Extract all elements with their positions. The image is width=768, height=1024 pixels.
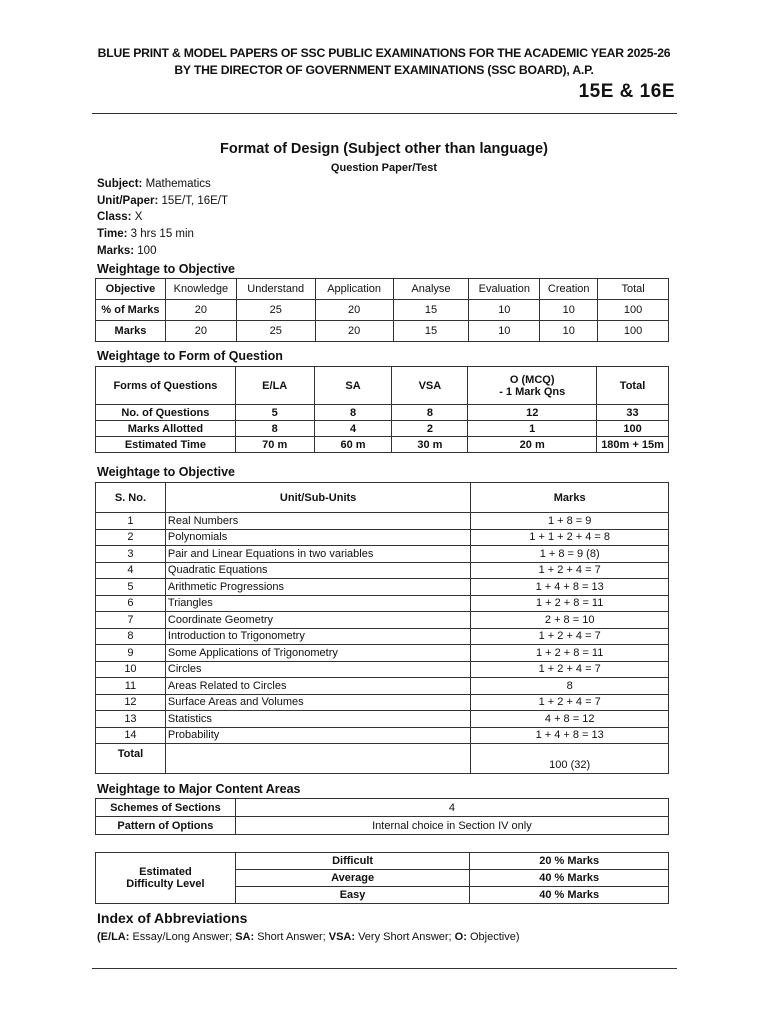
objective-header: Evaluation xyxy=(469,279,540,300)
units-table xyxy=(95,482,669,774)
form-table xyxy=(95,366,669,453)
objective-cell: 15 xyxy=(393,300,469,321)
form-cell: 100 xyxy=(597,421,669,437)
bottom-divider xyxy=(92,968,677,969)
form-cell: 30 m xyxy=(392,437,468,453)
unit-sno: 3 xyxy=(96,546,166,563)
form-header-mcq: O (MCQ) - 1 Mark Qns xyxy=(468,367,597,405)
unit-marks: 1 + 2 + 4 = 7 xyxy=(471,694,669,711)
unit-name: Coordinate Geometry xyxy=(165,612,470,629)
objective-header: Creation xyxy=(540,279,598,300)
unit-name: Triangles xyxy=(165,595,470,612)
objective-row-label: % of Marks xyxy=(96,300,166,321)
form-cell: 33 xyxy=(597,405,669,421)
abbreviations-line: (E/LA: Essay/Long Answer; SA: Short Answer; VSA: Very Short Answer; O: Objective) xyxy=(97,931,520,943)
top-divider xyxy=(92,113,677,114)
unit-sno: 2 xyxy=(96,529,166,546)
form-cell: 12 xyxy=(468,405,597,421)
header-line-1: BLUE PRINT & MODEL PAPERS OF SSC PUBLIC EXAMINATIONS FOR THE ACADEMIC YEAR 2025-26 xyxy=(97,46,671,60)
page-title: Format of Design (Subject other than language) xyxy=(220,141,548,157)
difficulty-percent: 40 % Marks xyxy=(470,887,669,904)
form-cell: 180m + 15m xyxy=(597,437,669,453)
form-cell: 20 m xyxy=(468,437,597,453)
objective-cell: 15 xyxy=(393,321,469,342)
objective-heading: Weightage to Objective xyxy=(97,262,235,276)
unit-name: Polynomials xyxy=(165,529,470,546)
form-header: E/LA xyxy=(235,367,314,405)
difficulty-level: Easy xyxy=(235,887,470,904)
unit-marks: 1 + 8 = 9 (8) xyxy=(471,546,669,563)
form-cell: 70 m xyxy=(235,437,314,453)
unit-marks: 1 + 4 + 8 = 13 xyxy=(471,727,669,744)
header-line-2: BY THE DIRECTOR OF GOVERNMENT EXAMINATIONS (SSC BOARD), A.P. xyxy=(174,63,594,77)
content-value: 4 xyxy=(235,799,668,817)
unit-sno: 1 xyxy=(96,513,166,530)
content-value: Internal choice in Section IV only xyxy=(235,817,668,835)
unit-marks: 1 + 2 + 4 = 7 xyxy=(471,628,669,645)
unit-name: Some Applications of Trigonometry xyxy=(165,645,470,662)
units-heading: Weightage to Objective xyxy=(97,465,235,479)
meta-marks: Marks: 100 xyxy=(97,245,157,257)
objective-cell: 20 xyxy=(315,300,393,321)
objective-cell: 20 xyxy=(165,321,236,342)
form-cell: 4 xyxy=(314,421,392,437)
meta-unit: Unit/Paper: 15E/T, 16E/T xyxy=(97,195,229,207)
units-total-label: Total xyxy=(96,744,166,774)
unit-marks: 4 + 8 = 12 xyxy=(471,711,669,728)
objective-header: Application xyxy=(315,279,393,300)
difficulty-label: Estimated Difficulty Level xyxy=(96,853,236,904)
objective-header: Objective xyxy=(96,279,166,300)
page-subtitle: Question Paper/Test xyxy=(330,162,438,174)
unit-sno: 12 xyxy=(96,694,166,711)
form-cell: 8 xyxy=(392,405,468,421)
units-header: Unit/Sub-Units xyxy=(165,483,470,513)
content-table xyxy=(95,798,669,835)
unit-sno: 11 xyxy=(96,678,166,695)
meta-class: Class: X xyxy=(97,211,143,223)
objective-header: Analyse xyxy=(393,279,469,300)
meta-subject: Subject: Mathematics xyxy=(97,178,211,190)
content-label: Pattern of Options xyxy=(96,817,236,835)
objective-cell: 10 xyxy=(540,321,598,342)
unit-name: Quadratic Equations xyxy=(165,562,470,579)
objective-cell: 100 xyxy=(598,321,669,342)
difficulty-level: Average xyxy=(235,870,470,887)
unit-sno: 14 xyxy=(96,727,166,744)
units-total-value: 100 (32) xyxy=(471,744,669,774)
unit-marks: 1 + 4 + 8 = 13 xyxy=(471,579,669,596)
unit-sno: 5 xyxy=(96,579,166,596)
difficulty-percent: 40 % Marks xyxy=(470,870,669,887)
difficulty-level: Difficult xyxy=(235,853,470,870)
objective-cell: 100 xyxy=(598,300,669,321)
unit-marks: 1 + 2 + 8 = 11 xyxy=(471,595,669,612)
unit-name: Circles xyxy=(165,661,470,678)
form-header: Forms of Questions xyxy=(96,367,236,405)
form-heading: Weightage to Form of Question xyxy=(97,349,283,363)
objective-table xyxy=(95,278,669,342)
paper-code: 15E & 16E xyxy=(578,81,675,102)
content-label: Schemes of Sections xyxy=(96,799,236,817)
form-cell: 8 xyxy=(235,421,314,437)
unit-sno: 6 xyxy=(96,595,166,612)
form-cell: 8 xyxy=(314,405,392,421)
form-row-label: Marks Allotted xyxy=(96,421,236,437)
difficulty-percent: 20 % Marks xyxy=(470,853,669,870)
unit-marks: 1 + 1 + 2 + 4 = 8 xyxy=(471,529,669,546)
unit-sno: 4 xyxy=(96,562,166,579)
form-row-label: No. of Questions xyxy=(96,405,236,421)
unit-marks: 2 + 8 = 10 xyxy=(471,612,669,629)
form-cell: 1 xyxy=(468,421,597,437)
content-heading: Weightage to Major Content Areas xyxy=(97,782,301,796)
objective-cell: 10 xyxy=(469,321,540,342)
unit-name: Introduction to Trigonometry xyxy=(165,628,470,645)
units-total-blank xyxy=(165,744,470,774)
unit-sno: 9 xyxy=(96,645,166,662)
objective-cell: 25 xyxy=(236,300,315,321)
objective-header: Total xyxy=(598,279,669,300)
objective-cell: 20 xyxy=(315,321,393,342)
unit-name: Pair and Linear Equations in two variables xyxy=(165,546,470,563)
unit-marks: 1 + 2 + 4 = 7 xyxy=(471,661,669,678)
unit-sno: 10 xyxy=(96,661,166,678)
objective-cell: 10 xyxy=(469,300,540,321)
unit-name: Surface Areas and Volumes xyxy=(165,694,470,711)
form-cell: 5 xyxy=(235,405,314,421)
unit-marks: 8 xyxy=(471,678,669,695)
units-body xyxy=(96,513,669,744)
objective-cell: 25 xyxy=(236,321,315,342)
unit-sno: 13 xyxy=(96,711,166,728)
form-row-label: Estimated Time xyxy=(96,437,236,453)
unit-name: Statistics xyxy=(165,711,470,728)
unit-sno: 7 xyxy=(96,612,166,629)
form-header: SA xyxy=(314,367,392,405)
unit-name: Real Numbers xyxy=(165,513,470,530)
objective-row-label: Marks xyxy=(96,321,166,342)
form-cell: 2 xyxy=(392,421,468,437)
unit-name: Arithmetic Progressions xyxy=(165,579,470,596)
form-header: VSA xyxy=(392,367,468,405)
form-cell: 60 m xyxy=(314,437,392,453)
abbreviations-title: Index of Abbreviations xyxy=(97,910,248,926)
unit-marks: 1 + 2 + 8 = 11 xyxy=(471,645,669,662)
units-header: Marks xyxy=(471,483,669,513)
form-header: Total xyxy=(597,367,669,405)
meta-time: Time: 3 hrs 15 min xyxy=(97,228,194,240)
units-header: S. No. xyxy=(96,483,166,513)
difficulty-table xyxy=(95,852,669,904)
objective-cell: 20 xyxy=(165,300,236,321)
unit-sno: 8 xyxy=(96,628,166,645)
objective-cell: 10 xyxy=(540,300,598,321)
objective-header: Knowledge xyxy=(165,279,236,300)
unit-marks: 1 + 2 + 4 = 7 xyxy=(471,562,669,579)
objective-header: Understand xyxy=(236,279,315,300)
unit-marks: 1 + 8 = 9 xyxy=(471,513,669,530)
unit-name: Areas Related to Circles xyxy=(165,678,470,695)
unit-name: Probability xyxy=(165,727,470,744)
